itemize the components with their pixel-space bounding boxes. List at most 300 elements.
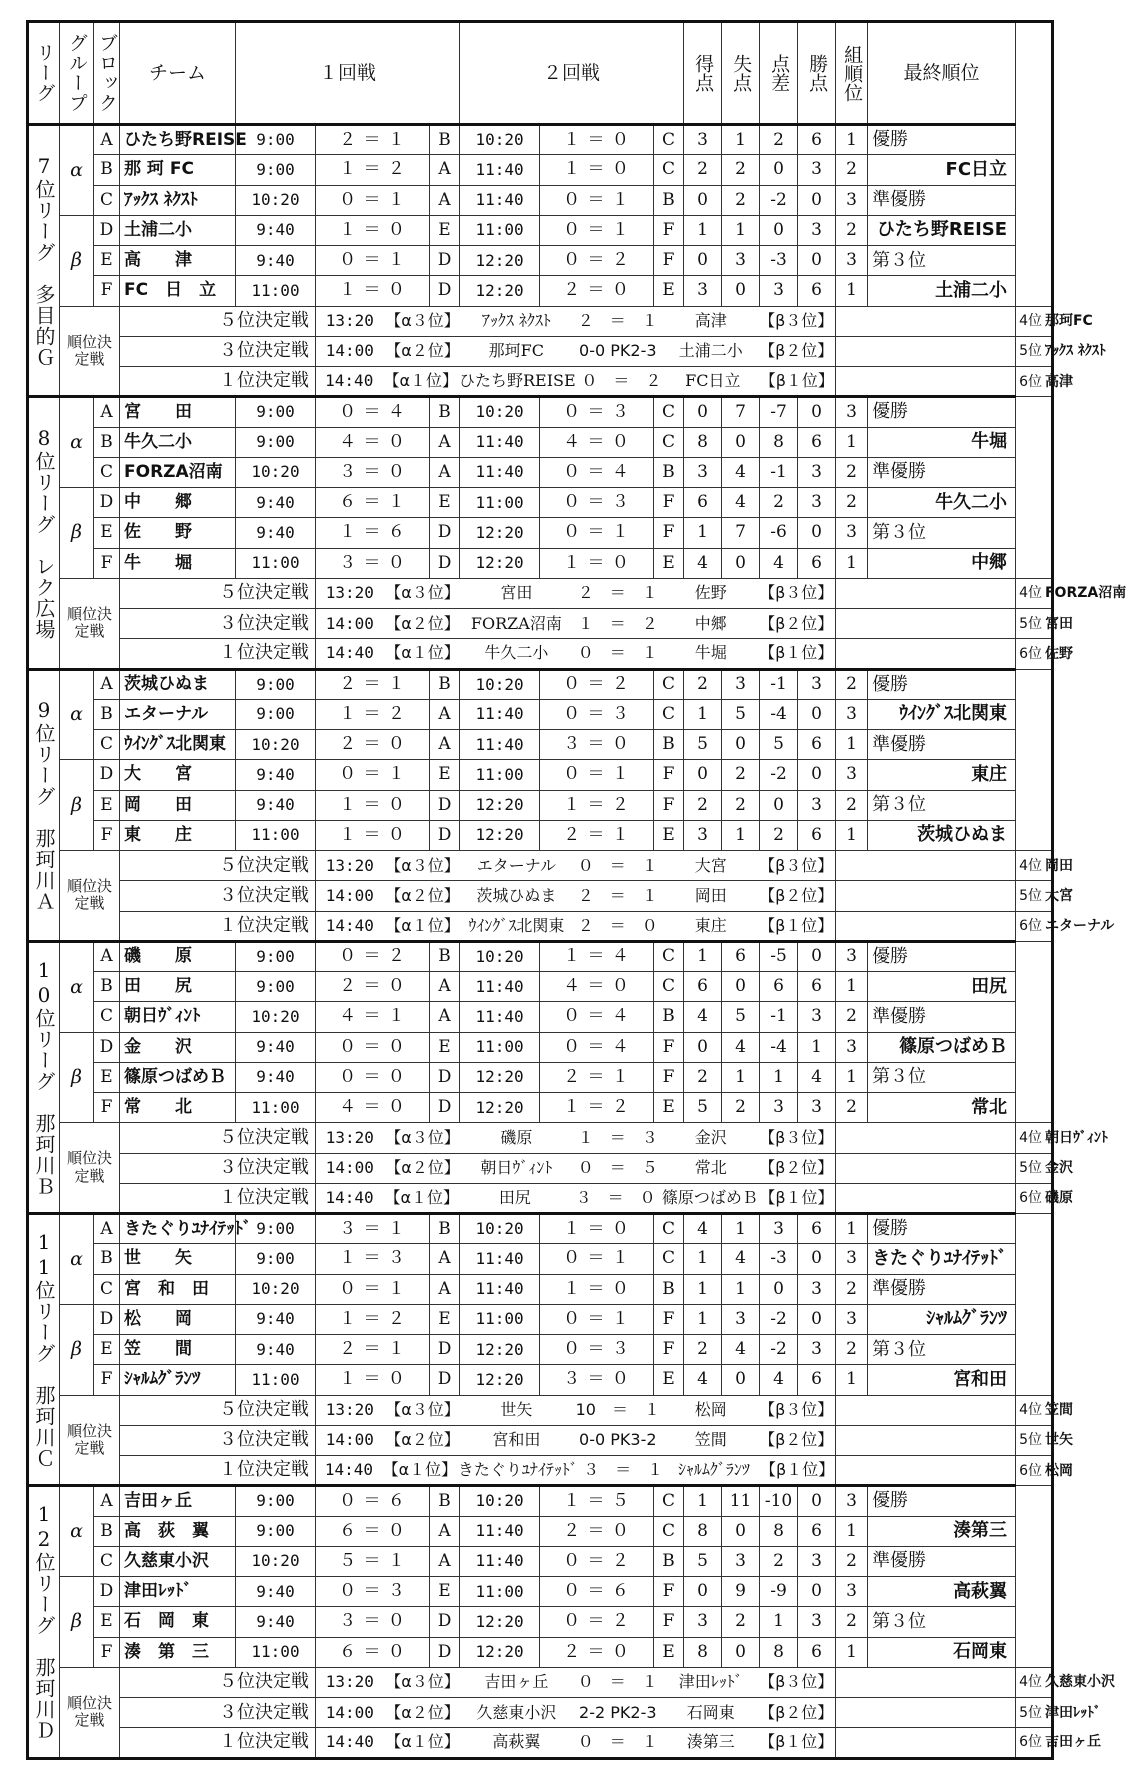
final-rank-team: 石岡東 xyxy=(868,1637,1016,1667)
round1-opponent: D xyxy=(430,790,460,820)
placement-row xyxy=(28,881,1053,911)
placement-final-rank xyxy=(1016,1153,1073,1183)
team-name: 金 沢 xyxy=(120,1032,236,1062)
goal-difference: 8 xyxy=(760,427,798,457)
round1-opponent: E xyxy=(430,488,460,518)
block-letter: F xyxy=(94,548,120,578)
round1-score: １ ＝ ０ xyxy=(316,790,430,820)
block-letter: D xyxy=(94,1032,120,1062)
placement-alpha-seed: 【α２位】 xyxy=(385,885,460,905)
placement-team2: 湊第三 xyxy=(686,1732,735,1752)
round2-score: ３ ＝ ０ xyxy=(540,730,654,760)
round2-time: 12:20 xyxy=(460,1093,540,1123)
block-letter: C xyxy=(94,1274,120,1304)
round2-time: 11:40 xyxy=(460,730,540,760)
placement-team1: FORZA沼南 xyxy=(470,613,562,633)
league-name: 8位リーグ レク広場 xyxy=(28,397,60,669)
group-label: β xyxy=(60,760,94,851)
round2-opponent: B xyxy=(654,730,684,760)
team-name: 牛久二小 xyxy=(120,427,236,457)
goals-against: 1 xyxy=(722,1214,760,1244)
round1-opponent: D xyxy=(430,820,460,850)
table-row xyxy=(28,1335,1053,1365)
placement-beta-seed: 【β１位】 xyxy=(759,915,834,935)
placement-row xyxy=(28,1183,1053,1213)
placement-beta-seed: 【β１位】 xyxy=(759,371,834,391)
round2-time: 11:40 xyxy=(460,1244,540,1274)
goals-for: 3 xyxy=(684,820,722,850)
round1-score: ２ ＝ １ xyxy=(316,669,430,699)
table-row xyxy=(28,1274,1053,1304)
block-letter: B xyxy=(94,1244,120,1274)
round2-opponent: F xyxy=(654,1335,684,1365)
placement-rank-number: 6位 xyxy=(1019,1734,1042,1751)
placement-team2: 常北 xyxy=(694,1158,727,1178)
table-row xyxy=(28,488,1053,518)
group-label: β xyxy=(60,215,94,306)
round1-opponent: A xyxy=(430,972,460,1002)
header-scored: 得点 xyxy=(684,22,722,125)
goals-against: 0 xyxy=(722,1516,760,1546)
placement-match xyxy=(316,1668,835,1697)
round2-score: ０ ＝ ２ xyxy=(540,1607,654,1637)
round2-opponent: C xyxy=(654,427,684,457)
round1-score: ０ ＝ １ xyxy=(316,760,430,790)
placement-rank-team: 金沢 xyxy=(1044,1160,1073,1177)
round2-time: 12:20 xyxy=(460,1365,540,1395)
placement-time: 14:40 xyxy=(325,1187,374,1207)
final-rank-team: きたぐりﾕﾅｲﾃｯﾄﾞ xyxy=(868,1244,1016,1274)
results-table xyxy=(26,20,1126,1760)
round2-opponent: C xyxy=(654,1486,684,1516)
round2-score: ２ ＝ ０ xyxy=(540,1516,654,1546)
placement-rank-number: 5位 xyxy=(1019,887,1042,904)
round1-time: 9:00 xyxy=(236,155,316,185)
points: 6 xyxy=(798,972,836,1002)
placement-beta-seed: 【β３位】 xyxy=(759,1672,834,1692)
placement-title: ５位決定戦 xyxy=(120,306,316,336)
placement-rank-team: 津田ﾚｯﾄﾞ xyxy=(1044,1704,1101,1721)
points: 0 xyxy=(798,1304,836,1334)
placement-alpha-seed: 【α３位】 xyxy=(385,1672,460,1692)
goals-for: 0 xyxy=(684,1032,722,1062)
league-name: 12位リーグ 那珂川Ｄ xyxy=(28,1486,60,1758)
table-row xyxy=(28,1304,1053,1334)
round1-time: 9:40 xyxy=(236,215,316,245)
placement-score: ２ ＝ ０ xyxy=(577,915,658,935)
block-letter: E xyxy=(94,1607,120,1637)
team-name: FORZA沼南 xyxy=(120,457,236,487)
team-name: 松 岡 xyxy=(120,1304,236,1334)
goals-for: 2 xyxy=(684,1335,722,1365)
placement-team2: ｼｬﾙﾑｸﾞﾗﾝﾂ xyxy=(677,1460,750,1480)
round2-opponent: C xyxy=(654,397,684,427)
placement-final-rank xyxy=(1016,1395,1073,1425)
block-letter: F xyxy=(94,820,120,850)
header-league: リーグ xyxy=(28,22,60,125)
placement-label: 順位決定戦 xyxy=(60,306,120,397)
round1-opponent: A xyxy=(430,699,460,729)
goals-for: 1 xyxy=(684,1486,722,1516)
table-row xyxy=(28,1637,1053,1667)
block-letter: E xyxy=(94,246,120,276)
goals-for: 8 xyxy=(684,427,722,457)
goals-against: 1 xyxy=(722,1274,760,1304)
table-row xyxy=(28,1546,1053,1576)
team-name: ｱｯｸｽ ﾈｸｽﾄ xyxy=(120,185,236,215)
table-row xyxy=(28,1093,1053,1123)
round2-score: ２ ＝ １ xyxy=(540,820,654,850)
points: 3 xyxy=(798,1335,836,1365)
group-rank: 1 xyxy=(836,427,868,457)
round1-opponent: A xyxy=(430,185,460,215)
group-label: β xyxy=(60,1304,94,1395)
goals-against: 2 xyxy=(722,1607,760,1637)
final-rank-label: 準優勝 xyxy=(868,1002,1016,1032)
goal-difference: -2 xyxy=(760,185,798,215)
round1-time: 9:40 xyxy=(236,1335,316,1365)
placement-alpha-seed: 【α３位】 xyxy=(385,311,460,331)
round2-opponent: C xyxy=(654,155,684,185)
team-name: FC 日 立 xyxy=(120,276,236,306)
placement-match xyxy=(316,1184,835,1212)
table-row xyxy=(28,427,1053,457)
round1-score: １ ＝ ０ xyxy=(316,215,430,245)
placement-score: ２ ＝ １ xyxy=(577,885,658,905)
placement-time: 14:40 xyxy=(325,915,374,935)
team-name: きたぐりﾕﾅｲﾃｯﾄﾞ xyxy=(120,1214,236,1244)
placement-beta-seed: 【β３位】 xyxy=(759,1127,834,1147)
round2-score: ２ ＝ ０ xyxy=(540,276,654,306)
round1-time: 9:40 xyxy=(236,1577,316,1607)
round2-score: ０ ＝ ３ xyxy=(540,397,654,427)
goals-against: 1 xyxy=(722,125,760,155)
final-rank-team: ｼｬﾙﾑｸﾞﾗﾝﾂ xyxy=(868,1304,1016,1334)
team-name: 湊 第 三 xyxy=(120,1637,236,1667)
placement-alpha-seed: 【α１位】 xyxy=(385,915,460,935)
goals-for: 2 xyxy=(684,155,722,185)
block-letter: A xyxy=(94,125,120,155)
final-rank-label: 準優勝 xyxy=(868,457,1016,487)
placement-time: 13:20 xyxy=(325,855,374,875)
final-rank-label: 優勝 xyxy=(868,1214,1016,1244)
placement-beta-seed: 【β２位】 xyxy=(759,341,834,361)
points: 0 xyxy=(798,518,836,548)
placement-score: ３ ＝ １ xyxy=(583,1460,664,1480)
block-letter: B xyxy=(94,972,120,1002)
placement-final-rank xyxy=(1016,1667,1115,1697)
goals-for: 4 xyxy=(684,1365,722,1395)
group-rank: 2 xyxy=(836,790,868,820)
team-name: 石 岡 東 xyxy=(120,1607,236,1637)
goal-difference: -2 xyxy=(760,760,798,790)
goals-against: 1 xyxy=(722,820,760,850)
placement-match xyxy=(316,1426,835,1455)
round2-score: ０ ＝ ６ xyxy=(540,1577,654,1607)
placement-alpha-seed: 【α２位】 xyxy=(385,1702,460,1722)
round1-time: 9:40 xyxy=(236,760,316,790)
goals-against: 1 xyxy=(722,1062,760,1092)
round2-time: 11:00 xyxy=(460,488,540,518)
round2-time: 11:40 xyxy=(460,972,540,1002)
block-letter: E xyxy=(94,790,120,820)
block-letter: A xyxy=(94,669,120,699)
team-name: 朝日ｳﾞｨﾝﾄ xyxy=(120,1002,236,1032)
league-name: 11位リーグ 那珂川Ｃ xyxy=(28,1214,60,1486)
round1-opponent: A xyxy=(430,1244,460,1274)
round1-opponent: D xyxy=(430,1335,460,1365)
placement-title: ３位決定戦 xyxy=(120,1425,316,1455)
round2-score: ０ ＝ ２ xyxy=(540,669,654,699)
final-rank-label: 準優勝 xyxy=(868,185,1016,215)
placement-time: 14:40 xyxy=(325,643,374,663)
round1-time: 9:00 xyxy=(236,669,316,699)
placement-row xyxy=(28,911,1053,941)
placement-rank-team: 岡田 xyxy=(1044,857,1073,874)
group-rank: 1 xyxy=(836,548,868,578)
placement-rank-team: 宮田 xyxy=(1044,615,1073,632)
placement-final-rank xyxy=(1016,306,1093,336)
round1-time: 10:20 xyxy=(236,1546,316,1576)
placement-final-rank xyxy=(1016,911,1115,941)
round2-time: 10:20 xyxy=(460,1214,540,1244)
group-rank: 2 xyxy=(836,1607,868,1637)
final-rank-team: FC日立 xyxy=(868,155,1016,185)
points: 3 xyxy=(798,1274,836,1304)
points: 6 xyxy=(798,125,836,155)
header-rank: 組順位 xyxy=(836,22,868,125)
placement-match xyxy=(316,337,835,366)
placement-time: 14:00 xyxy=(325,885,374,905)
placement-row xyxy=(28,336,1053,366)
goals-against: 0 xyxy=(722,548,760,578)
group-rank: 2 xyxy=(836,1093,868,1123)
points: 0 xyxy=(798,397,836,427)
goals-against: 3 xyxy=(722,1546,760,1576)
placement-row xyxy=(28,367,1053,397)
points: 0 xyxy=(798,1486,836,1516)
block-letter: B xyxy=(94,1516,120,1546)
points: 0 xyxy=(798,760,836,790)
round1-time: 10:20 xyxy=(236,457,316,487)
goal-difference: 3 xyxy=(760,1093,798,1123)
placement-alpha-seed: 【α３位】 xyxy=(385,583,460,603)
block-letter: D xyxy=(94,1577,120,1607)
team-name: 大 宮 xyxy=(120,760,236,790)
placement-team1: きたぐりﾕﾅｲﾃｯﾄﾞ xyxy=(457,1460,578,1480)
goal-difference: 2 xyxy=(760,820,798,850)
round1-time: 9:40 xyxy=(236,790,316,820)
placement-time: 13:20 xyxy=(325,1400,374,1420)
goals-against: 4 xyxy=(722,1032,760,1062)
placement-team2: 笠間 xyxy=(694,1430,727,1450)
table-row xyxy=(28,155,1053,185)
goal-difference: 4 xyxy=(760,1365,798,1395)
placement-final-rank xyxy=(1016,336,1106,366)
placement-team2: 佐野 xyxy=(694,583,727,603)
group-rank: 1 xyxy=(836,972,868,1002)
placement-title: ３位決定戦 xyxy=(120,336,316,366)
goal-difference: -2 xyxy=(760,1335,798,1365)
table-row xyxy=(28,1244,1053,1274)
placement-score: 0-0 PK2-3 xyxy=(579,341,657,361)
placement-beta-seed: 【β２位】 xyxy=(759,1430,834,1450)
round2-opponent: F xyxy=(654,246,684,276)
results-sheet xyxy=(26,20,1126,1760)
round2-time: 11:00 xyxy=(460,1577,540,1607)
placement-beta-seed: 【β２位】 xyxy=(759,613,834,633)
group-rank: 2 xyxy=(836,215,868,245)
round2-opponent: E xyxy=(654,276,684,306)
placement-final-rank xyxy=(1016,881,1073,911)
goals-for: 1 xyxy=(684,699,722,729)
goals-against: 4 xyxy=(722,1335,760,1365)
block-letter: D xyxy=(94,215,120,245)
team-name: 佐 野 xyxy=(120,518,236,548)
placement-title: ３位決定戦 xyxy=(120,609,316,639)
points: 0 xyxy=(798,699,836,729)
goal-difference: 2 xyxy=(760,125,798,155)
placement-time: 14:40 xyxy=(325,371,374,391)
table-row xyxy=(28,1032,1053,1062)
round2-time: 10:20 xyxy=(460,397,540,427)
placement-score: ０ ＝ １ xyxy=(577,855,658,875)
placement-alpha-seed: 【α２位】 xyxy=(385,613,460,633)
round1-score: １ ＝ ０ xyxy=(316,820,430,850)
placement-title: ５位決定戦 xyxy=(120,578,316,608)
team-name: ｼｬﾙﾑｸﾞﾗﾝﾂ xyxy=(120,1365,236,1395)
table-row xyxy=(28,518,1053,548)
goal-difference: 3 xyxy=(760,276,798,306)
placement-row xyxy=(28,306,1053,336)
placement-rank-number: 4位 xyxy=(1019,585,1042,602)
round1-score: １ ＝ ２ xyxy=(316,1304,430,1334)
round2-score: ０ ＝ ２ xyxy=(540,246,654,276)
goals-for: 4 xyxy=(684,1002,722,1032)
placement-score: 0-0 PK3-2 xyxy=(579,1430,657,1450)
round2-opponent: F xyxy=(654,1304,684,1334)
round2-time: 10:20 xyxy=(460,669,540,699)
round2-opponent: C xyxy=(654,1214,684,1244)
round1-score: １ ＝ ０ xyxy=(316,1365,430,1395)
round1-opponent: E xyxy=(430,1577,460,1607)
goal-difference: -2 xyxy=(760,1304,798,1334)
team-name: ひたち野REISE xyxy=(120,125,236,155)
placement-match xyxy=(316,851,835,880)
points: 3 xyxy=(798,790,836,820)
placement-rank-number: 5位 xyxy=(1019,615,1042,632)
placement-beta-seed: 【β２位】 xyxy=(759,885,834,905)
goals-against: 9 xyxy=(722,1577,760,1607)
goal-difference: -9 xyxy=(760,1577,798,1607)
placement-score: ３ ＝ ０ xyxy=(575,1187,656,1207)
round1-opponent: A xyxy=(430,1002,460,1032)
table-row xyxy=(28,760,1053,790)
placement-team1: ｱｯｸｽ ﾈｸｽﾄ xyxy=(481,311,551,331)
team-name: 茨城ひぬま xyxy=(120,669,236,699)
goals-for: 6 xyxy=(684,488,722,518)
round1-opponent: B xyxy=(430,1214,460,1244)
round2-opponent: F xyxy=(654,1607,684,1637)
placement-label: 順位決定戦 xyxy=(60,1667,120,1758)
placement-score: 2-2 PK2-3 xyxy=(579,1702,657,1722)
group-rank: 3 xyxy=(836,1032,868,1062)
round2-score: １ ＝ ４ xyxy=(540,941,654,971)
placement-beta-seed: 【β１位】 xyxy=(759,643,834,663)
goals-against: 5 xyxy=(722,699,760,729)
round2-opponent: C xyxy=(654,1516,684,1546)
placement-rank-team: 笠間 xyxy=(1044,1402,1073,1419)
group-rank: 3 xyxy=(836,699,868,729)
round2-time: 12:20 xyxy=(460,518,540,548)
points: 0 xyxy=(798,246,836,276)
group-rank: 3 xyxy=(836,1304,868,1334)
goals-against: 2 xyxy=(722,760,760,790)
round1-opponent: A xyxy=(430,1274,460,1304)
table-row xyxy=(28,1002,1053,1032)
placement-rank-team: 那珂FC xyxy=(1044,313,1093,330)
round2-score: ０ ＝ ２ xyxy=(540,1546,654,1576)
goals-against: 3 xyxy=(722,1304,760,1334)
round1-time: 9:40 xyxy=(236,488,316,518)
goals-for: 0 xyxy=(684,397,722,427)
final-rank-team: ｳｲﾝｸﾞｽ北関東 xyxy=(868,699,1016,729)
header-final: 最終順位 xyxy=(868,22,1016,125)
placement-time: 14:40 xyxy=(324,1460,374,1480)
placement-team1: ｳｲﾝｸﾞｽ北関東 xyxy=(468,915,565,935)
points: 4 xyxy=(798,1062,836,1092)
league-name: 9位リーグ 那珂川Ａ xyxy=(28,669,60,941)
round1-time: 9:00 xyxy=(236,972,316,1002)
round2-opponent: E xyxy=(654,820,684,850)
goal-difference: 2 xyxy=(760,1546,798,1576)
header-block: ブロック xyxy=(94,22,120,125)
round2-score: １ ＝ ０ xyxy=(540,1214,654,1244)
block-letter: C xyxy=(94,1546,120,1576)
round2-opponent: B xyxy=(654,1002,684,1032)
round1-time: 9:00 xyxy=(236,427,316,457)
final-rank-team: 宮和田 xyxy=(868,1365,1016,1395)
round2-score: ０ ＝ ３ xyxy=(540,1335,654,1365)
round2-opponent: E xyxy=(654,548,684,578)
round1-opponent: E xyxy=(430,1304,460,1334)
placement-row xyxy=(28,1425,1053,1455)
round1-opponent: A xyxy=(430,457,460,487)
group-rank: 1 xyxy=(836,1637,868,1667)
placement-time: 14:00 xyxy=(325,1702,374,1722)
round1-opponent: A xyxy=(430,427,460,457)
placement-final-rank xyxy=(1016,1728,1101,1758)
goals-against: 0 xyxy=(722,276,760,306)
team-name: 那 珂 FC xyxy=(120,155,236,185)
round1-opponent: D xyxy=(430,276,460,306)
goal-difference: 8 xyxy=(760,1637,798,1667)
points: 0 xyxy=(798,1577,836,1607)
placement-title: ５位決定戦 xyxy=(120,1395,316,1425)
group-rank: 2 xyxy=(836,1274,868,1304)
round1-opponent: D xyxy=(430,1607,460,1637)
round2-time: 11:40 xyxy=(460,1002,540,1032)
placement-final-rank xyxy=(1016,1425,1073,1455)
placement-team1: 久慈東小沢 xyxy=(476,1702,557,1722)
round1-opponent: A xyxy=(430,1546,460,1576)
group-rank: 1 xyxy=(836,820,868,850)
group-rank: 1 xyxy=(836,1214,868,1244)
goals-against: 2 xyxy=(722,790,760,820)
goals-for: 3 xyxy=(684,1607,722,1637)
goal-difference: -7 xyxy=(760,397,798,427)
round2-opponent: C xyxy=(654,1244,684,1274)
